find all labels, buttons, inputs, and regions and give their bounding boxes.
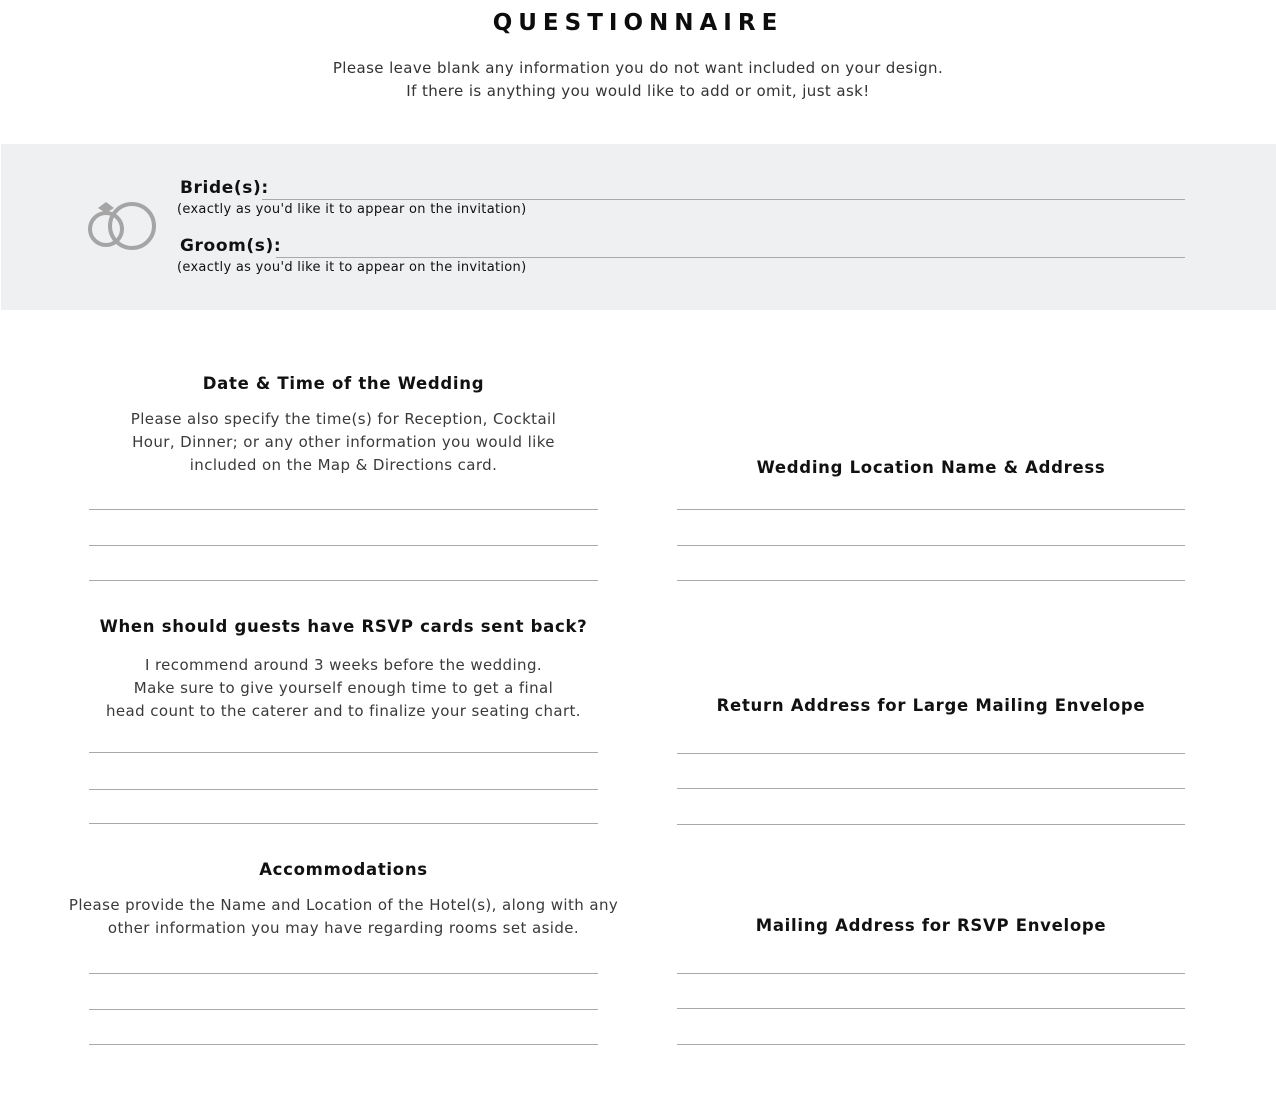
date-time-description — [89, 408, 598, 477]
wedding-location-heading: Wedding Location Name & Address — [756, 458, 1106, 477]
return-address-heading: Return Address for Large Mailing Envelope — [716, 696, 1146, 715]
accommodations-line-3[interactable] — [89, 1044, 598, 1045]
rsvp-line-3[interactable] — [89, 823, 598, 824]
accommodations-description — [40, 894, 647, 940]
rsvp-mailing-line-2[interactable] — [677, 1008, 1185, 1009]
location-line-3[interactable] — [677, 580, 1185, 581]
groom-note: (exactly as you'd like it to appear on the invitation) — [177, 260, 527, 275]
names-section — [1, 144, 1276, 310]
bride-label: Bride(s): — [180, 178, 269, 198]
bride-note: (exactly as you'd like it to appear on the invitation) — [177, 202, 527, 217]
date-time-line-1[interactable] — [89, 509, 598, 510]
wedding-rings-icon — [86, 199, 158, 255]
groom-label: Groom(s): — [180, 236, 282, 256]
description-line: Please provide the Name and Location of the Hotel(s), along with any — [68, 896, 619, 914]
bride-input-line[interactable] — [262, 199, 1185, 200]
rsvp-line-1[interactable] — [89, 752, 598, 753]
description-line: included on the Map & Directions card. — [189, 456, 498, 474]
description-line: head count to the caterer and to finalize your seating chart. — [106, 702, 581, 720]
accommodations-line-1[interactable] — [89, 973, 598, 974]
date-time-heading: Date & Time of the Wedding — [202, 374, 485, 393]
return-address-line-1[interactable] — [677, 753, 1185, 754]
rsvp-mailing-line-3[interactable] — [677, 1044, 1185, 1045]
description-line: I recommend around 3 weeks before the wedding. — [144, 656, 543, 674]
return-address-line-2[interactable] — [677, 788, 1185, 789]
description-line: Please also specify the time(s) for Reception, Cocktail — [130, 410, 557, 428]
intro-line-2: If there is anything you would like to add or omit, just ask! — [406, 82, 870, 100]
description-line: Make sure to give yourself enough time to get a final — [133, 679, 554, 697]
location-line-2[interactable] — [677, 545, 1185, 546]
intro-line-1: Please leave blank any information you do not want included on your design. — [332, 59, 944, 77]
date-time-line-2[interactable] — [89, 545, 598, 546]
location-line-1[interactable] — [677, 509, 1185, 510]
rsvp-mailing-heading: Mailing Address for RSVP Envelope — [755, 916, 1107, 935]
date-time-line-3[interactable] — [89, 580, 598, 581]
description-line: other information you may have regarding rooms set aside. — [107, 919, 580, 937]
accommodations-line-2[interactable] — [89, 1009, 598, 1010]
rsvp-line-2[interactable] — [89, 789, 598, 790]
accommodations-heading: Accommodations — [259, 860, 428, 879]
page-title: QUESTIONNAIRE — [492, 10, 784, 36]
rsvp-mailing-line-1[interactable] — [677, 973, 1185, 974]
description-line: Hour, Dinner; or any other information you would like — [132, 433, 555, 451]
rsvp-heading: When should guests have RSVP cards sent back? — [99, 617, 588, 636]
rsvp-description — [60, 654, 627, 723]
return-address-line-3[interactable] — [677, 824, 1185, 825]
groom-input-line[interactable] — [276, 257, 1185, 258]
